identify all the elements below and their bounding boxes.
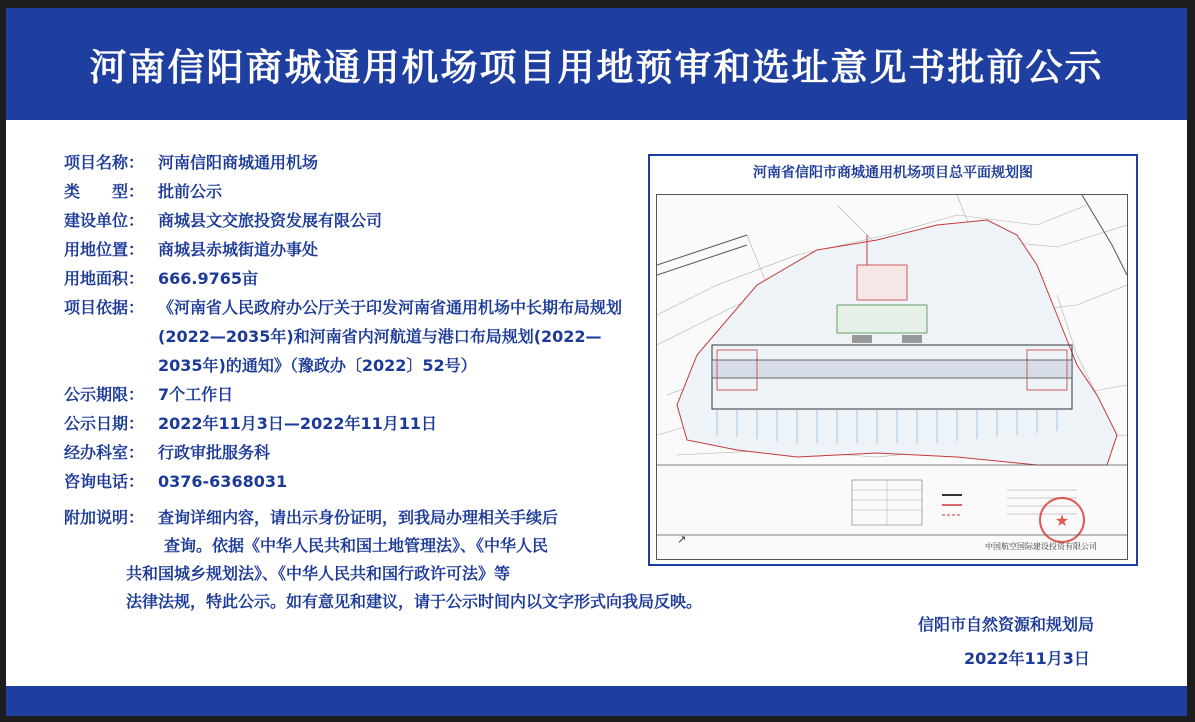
type-row — [64, 177, 644, 206]
project-name-row — [64, 148, 644, 177]
period-row — [64, 380, 644, 409]
info-section — [64, 148, 644, 496]
builder-row — [64, 206, 644, 235]
date-value: 2022年11月3日—2022年11月11日 — [158, 414, 437, 433]
area-row — [64, 264, 644, 293]
site-plan-figure — [648, 154, 1138, 566]
basis-row — [64, 293, 644, 380]
additional-line-2: 查询。依据《中华人民共和国土地管理法》、《中华人民 — [164, 536, 549, 555]
project-name-value: 河南信阳商城通用机场 — [158, 153, 319, 172]
area-value: 666.9765亩 — [158, 269, 259, 288]
location-label: 用地位置： — [64, 240, 145, 259]
type-label: 类 型： — [64, 182, 145, 201]
notice-board — [6, 8, 1187, 716]
additional-label: 附加说明： — [64, 508, 145, 527]
office-label: 经办科室： — [64, 443, 145, 462]
page-title: 河南信阳商城通用机场项目用地预审和选址意见书批前公示 — [89, 46, 1104, 89]
signature-date: 2022年11月3日 — [964, 649, 1090, 668]
site-plan-svg — [657, 195, 1127, 559]
svg-text:★: ★ — [1054, 511, 1070, 530]
additional-line-1: 查询详细内容，请出示身份证明，到我局办理相关手续后 — [158, 508, 559, 527]
builder-value: 商城县文交旅投资发展有限公司 — [158, 211, 383, 230]
basis-value: 《河南省人民政府办公厅关于印发河南省通用机场中长期布局规划(2022—2035年)和河南省内河航道与港口布局规划(2022—2035年)的通知》（豫政办〔2022〕52号） — [158, 298, 623, 375]
area-label: 用地面积： — [64, 269, 145, 288]
site-plan-footer: 中国航空国际建设投资有限公司 — [985, 542, 1097, 551]
period-label: 公示期限： — [64, 385, 145, 404]
office-row — [64, 438, 644, 467]
basis-label: 项目依据： — [64, 298, 145, 317]
site-plan-title: 河南省信阳市商城通用机场项目总平面规划图 — [753, 165, 1033, 181]
location-row — [64, 235, 644, 264]
site-plan-drawing — [656, 194, 1128, 560]
office-value: 行政审批服务科 — [158, 443, 271, 462]
footer-band — [6, 686, 1187, 716]
signature-org: 信阳市自然资源和规划局 — [918, 615, 1095, 634]
builder-label: 建设单位： — [64, 211, 145, 230]
svg-text:↗: ↗ — [677, 533, 687, 546]
project-name-label: 项目名称： — [64, 153, 145, 172]
phone-row — [64, 467, 644, 496]
additional-line-4: 法律法规，特此公示。如有意见和建议，请于公示时间内以文字形式向我局反映。 — [126, 592, 703, 611]
location-value: 商城县赤城街道办事处 — [158, 240, 319, 259]
date-label: 公示日期： — [64, 414, 145, 433]
phone-value: 0376-6368031 — [158, 472, 288, 491]
date-row — [64, 409, 644, 438]
type-value: 批前公示 — [158, 182, 223, 201]
additional-line-3: 共和国城乡规划法》、《中华人民共和国行政许可法》等 — [126, 564, 511, 583]
period-value: 7个工作日 — [158, 385, 234, 404]
phone-label: 咨询电话： — [64, 472, 145, 491]
